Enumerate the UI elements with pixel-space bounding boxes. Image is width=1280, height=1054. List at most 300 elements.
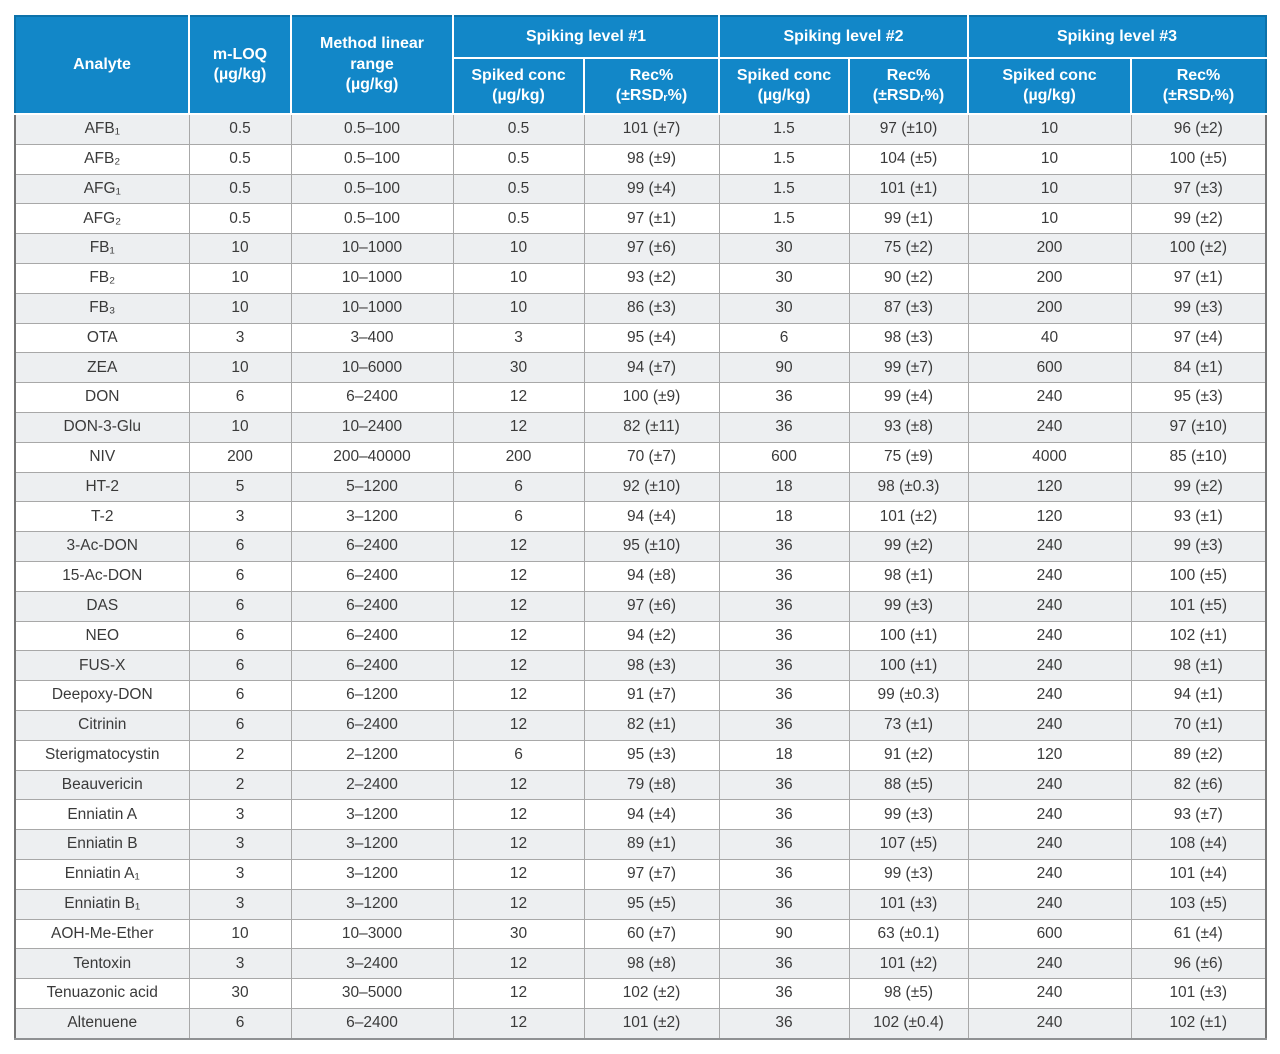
cell-rec-3: 93 (±1) xyxy=(1131,502,1266,532)
cell-analyte: Beauvericin xyxy=(15,770,189,800)
cell-spiked-conc-3: 240 xyxy=(968,621,1131,651)
cell-rec-1: 100 (±9) xyxy=(584,383,719,413)
table-row xyxy=(15,204,1266,234)
cell-mloq: 3 xyxy=(189,859,291,889)
cell-rec-1: 102 (±2) xyxy=(584,979,719,1009)
cell-spiked-conc-3: 10 xyxy=(968,144,1131,174)
cell-rec-2: 98 (±3) xyxy=(849,323,968,353)
cell-rec-2: 99 (±0.3) xyxy=(849,681,968,711)
cell-spiked-conc-3: 240 xyxy=(968,859,1131,889)
cell-rec-3: 89 (±2) xyxy=(1131,740,1266,770)
cell-spiked-conc-3: 120 xyxy=(968,740,1131,770)
cell-spiked-conc-3: 4000 xyxy=(968,442,1131,472)
cell-rec-2: 100 (±1) xyxy=(849,621,968,651)
spiked-conc-label: Spiked conc xyxy=(471,66,566,84)
cell-linear-range: 0.5–100 xyxy=(291,204,453,234)
cell-spiked-conc-2: 36 xyxy=(719,532,849,562)
cell-linear-range: 3–1200 xyxy=(291,502,453,532)
cell-rec-1: 94 (±4) xyxy=(584,502,719,532)
column-header-rec-1 xyxy=(584,58,719,114)
table-row xyxy=(15,979,1266,1009)
cell-spiked-conc-1: 0.5 xyxy=(453,204,584,234)
cell-analyte: Citrinin xyxy=(15,710,189,740)
cell-rec-1: 94 (±8) xyxy=(584,561,719,591)
cell-rec-1: 98 (±8) xyxy=(584,949,719,979)
cell-mloq: 6 xyxy=(189,710,291,740)
cell-spiked-conc-2: 1.5 xyxy=(719,144,849,174)
rec-unit: (±RSDᵣ%) xyxy=(1162,87,1235,104)
cell-spiked-conc-2: 18 xyxy=(719,740,849,770)
cell-analyte: Enniatin B₁ xyxy=(15,889,189,919)
cell-spiked-conc-3: 240 xyxy=(968,561,1131,591)
cell-mloq: 6 xyxy=(189,621,291,651)
cell-rec-3: 61 (±4) xyxy=(1131,919,1266,949)
cell-spiked-conc-1: 200 xyxy=(453,442,584,472)
cell-rec-2: 99 (±4) xyxy=(849,383,968,413)
cell-mloq: 5 xyxy=(189,472,291,502)
cell-linear-range: 3–1200 xyxy=(291,859,453,889)
cell-rec-2: 102 (±0.4) xyxy=(849,1008,968,1038)
cell-linear-range: 2–2400 xyxy=(291,770,453,800)
cell-rec-3: 97 (±3) xyxy=(1131,174,1266,204)
cell-linear-range: 10–3000 xyxy=(291,919,453,949)
column-group-spiking-level-3: Spiking level #3 xyxy=(968,16,1266,58)
cell-spiked-conc-2: 600 xyxy=(719,442,849,472)
cell-rec-3: 100 (±5) xyxy=(1131,561,1266,591)
cell-linear-range: 6–2400 xyxy=(291,710,453,740)
cell-spiked-conc-3: 240 xyxy=(968,412,1131,442)
cell-spiked-conc-3: 10 xyxy=(968,174,1131,204)
cell-linear-range: 0.5–100 xyxy=(291,174,453,204)
cell-spiked-conc-1: 12 xyxy=(453,710,584,740)
recovery-table xyxy=(14,15,1267,1040)
cell-rec-2: 104 (±5) xyxy=(849,144,968,174)
cell-spiked-conc-2: 30 xyxy=(719,234,849,264)
rec-unit: (±RSDᵣ%) xyxy=(615,87,688,104)
cell-rec-1: 91 (±7) xyxy=(584,681,719,711)
cell-mloq: 0.5 xyxy=(189,144,291,174)
cell-spiked-conc-3: 600 xyxy=(968,919,1131,949)
cell-spiked-conc-2: 18 xyxy=(719,502,849,532)
cell-spiked-conc-2: 36 xyxy=(719,889,849,919)
cell-analyte: DON xyxy=(15,383,189,413)
cell-linear-range: 3–1200 xyxy=(291,830,453,860)
table-body xyxy=(15,114,1266,1039)
cell-spiked-conc-1: 0.5 xyxy=(453,144,584,174)
cell-rec-3: 96 (±2) xyxy=(1131,114,1266,144)
cell-analyte: AOH-Me-Ether xyxy=(15,919,189,949)
cell-linear-range: 5–1200 xyxy=(291,472,453,502)
cell-analyte: Sterigmatocystin xyxy=(15,740,189,770)
cell-spiked-conc-1: 6 xyxy=(453,740,584,770)
cell-spiked-conc-2: 1.5 xyxy=(719,114,849,144)
cell-spiked-conc-3: 240 xyxy=(968,1008,1131,1038)
rec-label: Rec% xyxy=(886,66,931,84)
cell-rec-2: 107 (±5) xyxy=(849,830,968,860)
cell-spiked-conc-3: 240 xyxy=(968,532,1131,562)
cell-mloq: 6 xyxy=(189,383,291,413)
cell-spiked-conc-3: 10 xyxy=(968,114,1131,144)
cell-rec-3: 101 (±3) xyxy=(1131,979,1266,1009)
cell-spiked-conc-2: 36 xyxy=(719,591,849,621)
cell-linear-range: 0.5–100 xyxy=(291,144,453,174)
cell-mloq: 10 xyxy=(189,263,291,293)
cell-spiked-conc-1: 12 xyxy=(453,651,584,681)
cell-rec-2: 101 (±3) xyxy=(849,889,968,919)
table-row xyxy=(15,740,1266,770)
cell-rec-2: 99 (±3) xyxy=(849,591,968,621)
cell-spiked-conc-1: 12 xyxy=(453,979,584,1009)
spiked-conc-label: Spiked conc xyxy=(736,66,832,84)
cell-analyte: FB₁ xyxy=(15,234,189,264)
cell-spiked-conc-1: 30 xyxy=(453,353,584,383)
cell-spiked-conc-1: 12 xyxy=(453,383,584,413)
cell-mloq: 6 xyxy=(189,591,291,621)
cell-rec-1: 97 (±6) xyxy=(584,591,719,621)
column-group-spiking-level-2: Spiking level #2 xyxy=(719,16,968,58)
cell-spiked-conc-3: 240 xyxy=(968,949,1131,979)
cell-spiked-conc-1: 10 xyxy=(453,293,584,323)
cell-rec-1: 94 (±2) xyxy=(584,621,719,651)
cell-rec-3: 101 (±5) xyxy=(1131,591,1266,621)
cell-mloq: 3 xyxy=(189,502,291,532)
cell-mloq: 3 xyxy=(189,949,291,979)
cell-linear-range: 0.5–100 xyxy=(291,114,453,144)
cell-rec-3: 101 (±4) xyxy=(1131,859,1266,889)
cell-spiked-conc-3: 240 xyxy=(968,710,1131,740)
cell-spiked-conc-3: 200 xyxy=(968,263,1131,293)
table-row xyxy=(15,442,1266,472)
cell-rec-1: 98 (±3) xyxy=(584,651,719,681)
cell-analyte: FB₃ xyxy=(15,293,189,323)
column-header-linear-range-unit: (µg/kg) xyxy=(345,76,399,94)
cell-spiked-conc-2: 36 xyxy=(719,710,849,740)
cell-analyte: FB₂ xyxy=(15,263,189,293)
cell-spiked-conc-1: 0.5 xyxy=(453,114,584,144)
cell-analyte: Enniatin A xyxy=(15,800,189,830)
cell-spiked-conc-3: 240 xyxy=(968,681,1131,711)
cell-mloq: 6 xyxy=(189,561,291,591)
cell-rec-1: 95 (±5) xyxy=(584,889,719,919)
cell-rec-2: 87 (±3) xyxy=(849,293,968,323)
cell-spiked-conc-1: 0.5 xyxy=(453,174,584,204)
cell-rec-2: 63 (±0.1) xyxy=(849,919,968,949)
cell-rec-2: 99 (±2) xyxy=(849,532,968,562)
cell-spiked-conc-3: 10 xyxy=(968,204,1131,234)
cell-mloq: 200 xyxy=(189,442,291,472)
cell-rec-3: 96 (±6) xyxy=(1131,949,1266,979)
cell-linear-range: 3–400 xyxy=(291,323,453,353)
table-row xyxy=(15,323,1266,353)
table-row xyxy=(15,800,1266,830)
cell-rec-1: 101 (±7) xyxy=(584,114,719,144)
cell-rec-1: 94 (±7) xyxy=(584,353,719,383)
cell-rec-1: 97 (±1) xyxy=(584,204,719,234)
cell-rec-2: 75 (±2) xyxy=(849,234,968,264)
cell-rec-3: 97 (±1) xyxy=(1131,263,1266,293)
cell-rec-1: 95 (±10) xyxy=(584,532,719,562)
table-row xyxy=(15,919,1266,949)
table-row xyxy=(15,263,1266,293)
cell-linear-range: 6–2400 xyxy=(291,1008,453,1038)
cell-spiked-conc-1: 10 xyxy=(453,263,584,293)
cell-spiked-conc-2: 36 xyxy=(719,681,849,711)
cell-analyte: Deepoxy-DON xyxy=(15,681,189,711)
cell-mloq: 3 xyxy=(189,830,291,860)
table-row xyxy=(15,144,1266,174)
cell-rec-1: 92 (±10) xyxy=(584,472,719,502)
cell-linear-range: 3–2400 xyxy=(291,949,453,979)
cell-rec-2: 98 (±0.3) xyxy=(849,472,968,502)
cell-rec-1: 86 (±3) xyxy=(584,293,719,323)
cell-spiked-conc-2: 36 xyxy=(719,383,849,413)
cell-analyte: Altenuene xyxy=(15,1008,189,1038)
cell-rec-1: 97 (±6) xyxy=(584,234,719,264)
cell-rec-3: 108 (±4) xyxy=(1131,830,1266,860)
table-row xyxy=(15,353,1266,383)
cell-spiked-conc-2: 36 xyxy=(719,412,849,442)
cell-linear-range: 6–2400 xyxy=(291,651,453,681)
cell-analyte: AFB₁ xyxy=(15,114,189,144)
column-header-mloq xyxy=(189,16,291,114)
table-row xyxy=(15,293,1266,323)
cell-rec-1: 101 (±2) xyxy=(584,1008,719,1038)
cell-rec-3: 99 (±2) xyxy=(1131,204,1266,234)
cell-rec-1: 99 (±4) xyxy=(584,174,719,204)
cell-rec-1: 60 (±7) xyxy=(584,919,719,949)
cell-rec-1: 95 (±4) xyxy=(584,323,719,353)
cell-mloq: 30 xyxy=(189,979,291,1009)
cell-spiked-conc-3: 240 xyxy=(968,770,1131,800)
cell-analyte: AFB₂ xyxy=(15,144,189,174)
cell-analyte: 15-Ac-DON xyxy=(15,561,189,591)
cell-analyte: OTA xyxy=(15,323,189,353)
table-row xyxy=(15,114,1266,144)
cell-analyte: NEO xyxy=(15,621,189,651)
cell-spiked-conc-3: 240 xyxy=(968,383,1131,413)
cell-rec-2: 99 (±3) xyxy=(849,859,968,889)
spiked-conc-label: Spiked conc xyxy=(1002,66,1097,84)
cell-rec-3: 93 (±7) xyxy=(1131,800,1266,830)
cell-rec-2: 99 (±7) xyxy=(849,353,968,383)
cell-analyte: FUS-X xyxy=(15,651,189,681)
cell-mloq: 0.5 xyxy=(189,174,291,204)
cell-rec-3: 82 (±6) xyxy=(1131,770,1266,800)
cell-spiked-conc-3: 600 xyxy=(968,353,1131,383)
cell-spiked-conc-1: 12 xyxy=(453,889,584,919)
cell-mloq: 6 xyxy=(189,532,291,562)
table-row xyxy=(15,561,1266,591)
cell-spiked-conc-2: 36 xyxy=(719,800,849,830)
cell-rec-3: 70 (±1) xyxy=(1131,710,1266,740)
cell-rec-1: 98 (±9) xyxy=(584,144,719,174)
cell-spiked-conc-2: 1.5 xyxy=(719,204,849,234)
column-header-rec-2 xyxy=(849,58,968,114)
column-header-rec-3 xyxy=(1131,58,1266,114)
cell-spiked-conc-3: 240 xyxy=(968,889,1131,919)
cell-rec-3: 97 (±10) xyxy=(1131,412,1266,442)
table-row xyxy=(15,174,1266,204)
cell-analyte: Tentoxin xyxy=(15,949,189,979)
cell-mloq: 10 xyxy=(189,353,291,383)
cell-mloq: 3 xyxy=(189,800,291,830)
table-row xyxy=(15,472,1266,502)
cell-analyte: AFG₂ xyxy=(15,204,189,234)
cell-analyte: NIV xyxy=(15,442,189,472)
cell-spiked-conc-3: 240 xyxy=(968,830,1131,860)
cell-rec-3: 102 (±1) xyxy=(1131,1008,1266,1038)
table-row xyxy=(15,770,1266,800)
cell-spiked-conc-2: 36 xyxy=(719,651,849,681)
cell-linear-range: 3–1200 xyxy=(291,889,453,919)
cell-linear-range: 10–6000 xyxy=(291,353,453,383)
cell-rec-3: 100 (±5) xyxy=(1131,144,1266,174)
cell-rec-2: 98 (±5) xyxy=(849,979,968,1009)
cell-rec-3: 100 (±2) xyxy=(1131,234,1266,264)
cell-rec-3: 102 (±1) xyxy=(1131,621,1266,651)
cell-rec-3: 99 (±3) xyxy=(1131,293,1266,323)
cell-rec-1: 82 (±11) xyxy=(584,412,719,442)
spiked-conc-unit: (µg/kg) xyxy=(757,87,811,104)
cell-mloq: 0.5 xyxy=(189,114,291,144)
column-header-linear-range xyxy=(291,16,453,114)
cell-rec-2: 73 (±1) xyxy=(849,710,968,740)
table-row xyxy=(15,889,1266,919)
cell-rec-3: 103 (±5) xyxy=(1131,889,1266,919)
cell-linear-range: 30–5000 xyxy=(291,979,453,1009)
cell-rec-3: 95 (±3) xyxy=(1131,383,1266,413)
cell-mloq: 10 xyxy=(189,919,291,949)
cell-spiked-conc-1: 12 xyxy=(453,800,584,830)
cell-spiked-conc-3: 120 xyxy=(968,502,1131,532)
cell-spiked-conc-2: 90 xyxy=(719,353,849,383)
cell-rec-1: 95 (±3) xyxy=(584,740,719,770)
cell-spiked-conc-3: 40 xyxy=(968,323,1131,353)
cell-spiked-conc-2: 30 xyxy=(719,293,849,323)
column-header-spiked-conc-2 xyxy=(719,58,849,114)
cell-spiked-conc-1: 12 xyxy=(453,591,584,621)
cell-spiked-conc-2: 30 xyxy=(719,263,849,293)
cell-linear-range: 10–1000 xyxy=(291,263,453,293)
cell-analyte: Enniatin A₁ xyxy=(15,859,189,889)
cell-rec-1: 79 (±8) xyxy=(584,770,719,800)
cell-spiked-conc-3: 240 xyxy=(968,979,1131,1009)
column-header-mloq-label: m-LOQ xyxy=(212,45,268,63)
cell-rec-2: 91 (±2) xyxy=(849,740,968,770)
cell-linear-range: 6–1200 xyxy=(291,681,453,711)
cell-rec-2: 100 (±1) xyxy=(849,651,968,681)
cell-spiked-conc-2: 36 xyxy=(719,979,849,1009)
cell-rec-3: 84 (±1) xyxy=(1131,353,1266,383)
cell-spiked-conc-1: 12 xyxy=(453,621,584,651)
cell-spiked-conc-2: 1.5 xyxy=(719,174,849,204)
header-row-groups xyxy=(15,16,1266,58)
cell-analyte: T-2 xyxy=(15,502,189,532)
cell-spiked-conc-2: 36 xyxy=(719,830,849,860)
rec-unit: (±RSDᵣ%) xyxy=(872,87,945,104)
cell-spiked-conc-2: 18 xyxy=(719,472,849,502)
cell-spiked-conc-3: 120 xyxy=(968,472,1131,502)
table-header xyxy=(15,16,1266,114)
table-row xyxy=(15,234,1266,264)
cell-rec-3: 85 (±10) xyxy=(1131,442,1266,472)
table-row xyxy=(15,383,1266,413)
column-header-spiked-conc-1 xyxy=(453,58,584,114)
cell-linear-range: 3–1200 xyxy=(291,800,453,830)
table-row xyxy=(15,502,1266,532)
table-row xyxy=(15,859,1266,889)
cell-spiked-conc-2: 36 xyxy=(719,561,849,591)
cell-rec-2: 101 (±1) xyxy=(849,174,968,204)
cell-rec-1: 97 (±7) xyxy=(584,859,719,889)
cell-mloq: 3 xyxy=(189,323,291,353)
cell-spiked-conc-1: 12 xyxy=(453,830,584,860)
cell-linear-range: 10–1000 xyxy=(291,234,453,264)
cell-linear-range: 6–2400 xyxy=(291,532,453,562)
cell-mloq: 10 xyxy=(189,412,291,442)
cell-mloq: 6 xyxy=(189,681,291,711)
cell-mloq: 6 xyxy=(189,651,291,681)
table-row xyxy=(15,532,1266,562)
cell-spiked-conc-1: 12 xyxy=(453,859,584,889)
cell-analyte: AFG₁ xyxy=(15,174,189,204)
table-row xyxy=(15,591,1266,621)
cell-spiked-conc-2: 36 xyxy=(719,770,849,800)
cell-analyte: 3-Ac-DON xyxy=(15,532,189,562)
spiked-conc-unit: (µg/kg) xyxy=(492,87,545,104)
cell-mloq: 10 xyxy=(189,293,291,323)
column-header-analyte-label: Analyte xyxy=(73,55,131,73)
cell-rec-1: 89 (±1) xyxy=(584,830,719,860)
table-row xyxy=(15,412,1266,442)
cell-spiked-conc-2: 36 xyxy=(719,1008,849,1038)
cell-analyte: ZEA xyxy=(15,353,189,383)
cell-rec-2: 90 (±2) xyxy=(849,263,968,293)
cell-spiked-conc-1: 3 xyxy=(453,323,584,353)
cell-rec-2: 99 (±3) xyxy=(849,800,968,830)
cell-linear-range: 2–1200 xyxy=(291,740,453,770)
cell-spiked-conc-2: 90 xyxy=(719,919,849,949)
cell-rec-2: 101 (±2) xyxy=(849,949,968,979)
cell-spiked-conc-3: 240 xyxy=(968,800,1131,830)
cell-rec-2: 75 (±9) xyxy=(849,442,968,472)
cell-rec-2: 99 (±1) xyxy=(849,204,968,234)
cell-analyte: HT-2 xyxy=(15,472,189,502)
table-row xyxy=(15,681,1266,711)
cell-rec-2: 97 (±10) xyxy=(849,114,968,144)
cell-analyte: DAS xyxy=(15,591,189,621)
cell-spiked-conc-1: 12 xyxy=(453,532,584,562)
cell-mloq: 0.5 xyxy=(189,204,291,234)
column-header-spiked-conc-3 xyxy=(968,58,1131,114)
cell-rec-1: 93 (±2) xyxy=(584,263,719,293)
rec-label: Rec% xyxy=(629,66,674,84)
table-row xyxy=(15,621,1266,651)
cell-spiked-conc-2: 6 xyxy=(719,323,849,353)
cell-linear-range: 10–2400 xyxy=(291,412,453,442)
cell-spiked-conc-3: 200 xyxy=(968,293,1131,323)
cell-spiked-conc-3: 240 xyxy=(968,651,1131,681)
column-group-spiking-level-1: Spiking level #1 xyxy=(453,16,719,58)
cell-spiked-conc-1: 12 xyxy=(453,412,584,442)
cell-rec-2: 98 (±1) xyxy=(849,561,968,591)
cell-rec-3: 98 (±1) xyxy=(1131,651,1266,681)
table-row xyxy=(15,710,1266,740)
cell-mloq: 2 xyxy=(189,770,291,800)
cell-linear-range: 6–2400 xyxy=(291,621,453,651)
cell-rec-2: 88 (±5) xyxy=(849,770,968,800)
table-row xyxy=(15,651,1266,681)
